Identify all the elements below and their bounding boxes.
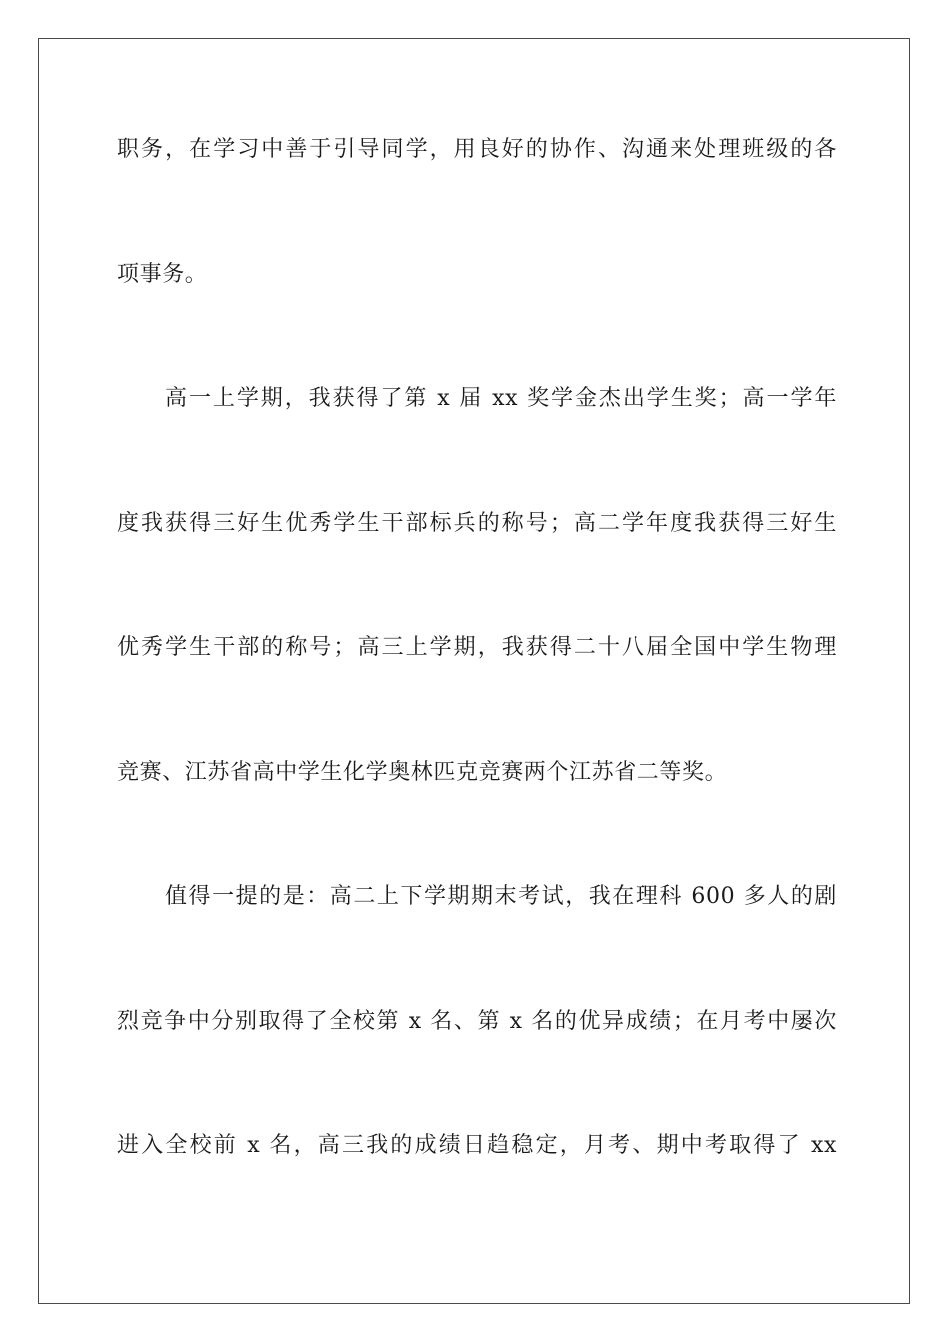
text-line-7: 值得一提的是：高二上下学期期末考试，我在理科 600 多人的剧	[165, 884, 837, 909]
text-line-6: 竞赛、江苏省高中学生化学奥林匹克竞赛两个江苏省二等奖。	[117, 760, 728, 785]
page-frame	[38, 38, 910, 1304]
text-line-3: 高一上学期，我获得了第 x 届 xx 奖学金杰出学生奖；高一学年	[165, 386, 837, 411]
text-line-9: 进入全校前 x 名，高三我的成绩日趋稳定，月考、期中考取得了 xx	[117, 1133, 837, 1158]
text-line-2: 项事务。	[117, 262, 208, 287]
text-line-1: 职务，在学习中善于引导同学，用良好的协作、沟通来处理班级的各	[117, 137, 837, 162]
text-line-8: 烈竞争中分别取得了全校第 x 名、第 x 名的优异成绩；在月考中屡次	[117, 1009, 837, 1034]
text-line-5: 优秀学生干部的称号；高三上学期，我获得二十八届全国中学生物理	[117, 635, 837, 660]
text-line-4: 度我获得三好生优秀学生干部标兵的称号；高二学年度我获得三好生	[117, 511, 837, 536]
